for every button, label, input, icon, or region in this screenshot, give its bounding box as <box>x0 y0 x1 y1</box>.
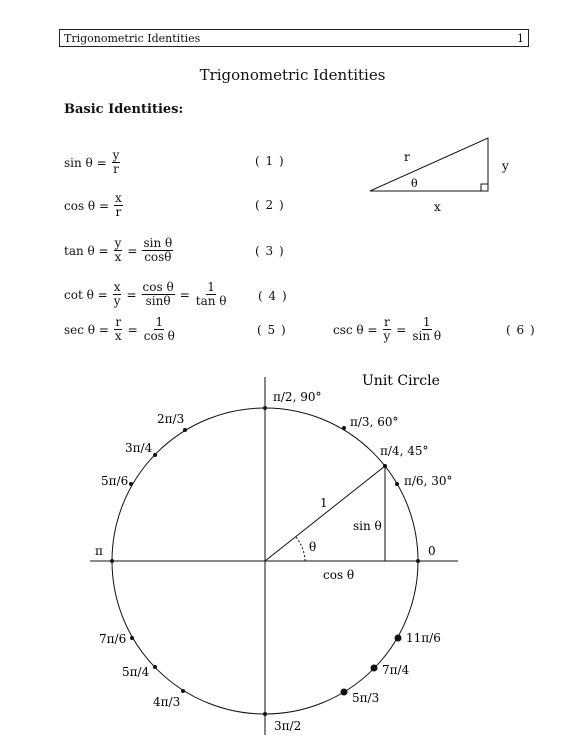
identity-lhs: sin θ = <box>64 155 107 170</box>
equals-sign: = <box>127 243 138 258</box>
section-title: Basic Identities: <box>64 102 184 117</box>
denominator: x <box>114 250 122 264</box>
numerator: x <box>115 191 122 205</box>
point-0 <box>416 559 420 563</box>
angle-label-180: π <box>95 544 103 558</box>
point-315 <box>371 665 378 672</box>
angle-label-270: 3π/2 <box>274 719 302 733</box>
right-triangle <box>370 138 509 214</box>
denominator: tan θ <box>195 294 227 308</box>
denominator: r <box>115 205 122 219</box>
identity-lhs: tan θ = <box>64 243 109 258</box>
point-150 <box>129 482 133 486</box>
numerator: r <box>115 315 122 329</box>
denominator: cosθ <box>144 250 172 264</box>
angle-label-240: 4π/3 <box>153 695 181 709</box>
angle-label-30: π/6, 30° <box>404 474 453 488</box>
angle-label-225: 5π/4 <box>122 665 150 679</box>
unit-circle-figure <box>90 373 458 735</box>
radius-label: 1 <box>320 496 328 510</box>
angle-label-300: 5π/3 <box>352 691 380 705</box>
point-270 <box>263 712 267 716</box>
angle-label-135: 3π/4 <box>125 441 153 455</box>
denominator: r <box>113 162 119 176</box>
angle-label-210: 7π/6 <box>99 632 127 646</box>
angle-label-0: 0 <box>428 544 436 558</box>
angle-label-330: 11π/6 <box>406 631 441 645</box>
numerator: 1 <box>155 315 164 329</box>
radius-line <box>265 466 385 561</box>
denominator: y <box>113 294 121 308</box>
numerator: y <box>112 148 120 162</box>
equals-sign: = <box>179 287 190 302</box>
identity-lhs: cos θ = <box>64 198 110 213</box>
denominator: sinθ <box>145 294 171 308</box>
equation-number: ( 1 ) <box>255 154 285 168</box>
page-number: 1 <box>517 32 524 45</box>
point-60 <box>342 426 346 430</box>
point-300 <box>341 689 348 696</box>
angle-label-150: 5π/6 <box>101 474 129 488</box>
point-120 <box>183 428 187 432</box>
denominator: y <box>383 329 391 343</box>
point-135 <box>153 453 157 457</box>
unit-circle-title: Unit Circle <box>362 373 440 389</box>
denominator: x <box>114 329 122 343</box>
numerator: 1 <box>207 280 215 294</box>
equation-number: ( 4 ) <box>258 289 288 303</box>
adjacent-label: x <box>434 200 441 214</box>
point-30 <box>395 482 399 486</box>
angle-label-315: 7π/4 <box>382 663 410 677</box>
point-210 <box>130 636 134 640</box>
equals-sign: = <box>127 322 138 337</box>
angle-label-120: 2π/3 <box>157 412 185 426</box>
numerator: x <box>113 280 121 294</box>
cosine-label: cos θ <box>323 568 355 582</box>
identity-lhs: csc θ = <box>333 322 378 337</box>
point-330 <box>395 635 402 642</box>
equals-sign: = <box>396 322 407 337</box>
point-90 <box>263 406 267 410</box>
sine-label: sin θ <box>353 519 382 533</box>
point-225 <box>153 665 157 669</box>
angle-label-60: π/3, 60° <box>350 415 399 429</box>
numerator: r <box>384 315 390 329</box>
numerator: 1 <box>422 315 431 329</box>
denominator: sin θ <box>412 329 442 343</box>
hypotenuse-label: r <box>404 150 410 164</box>
equation-number: ( 5 ) <box>257 323 287 337</box>
opposite-label: y <box>502 159 509 173</box>
triangle-outline <box>370 138 488 191</box>
equation-number: ( 3 ) <box>255 244 285 258</box>
page-title: Trigonometric Identities <box>199 66 386 84</box>
numerator: sin θ <box>143 236 173 250</box>
right-angle-mark <box>481 184 488 191</box>
angle-arc <box>296 537 305 561</box>
angle-label-45: π/4, 45° <box>380 444 429 458</box>
running-title: Trigonometric Identities <box>64 32 201 45</box>
point-240 <box>181 689 185 693</box>
equation-number: ( 2 ) <box>255 198 285 212</box>
equation-number: ( 6 ) <box>506 323 536 337</box>
numerator: cos θ <box>142 280 174 294</box>
angle-label: θ <box>309 540 317 554</box>
equals-sign: = <box>126 287 137 302</box>
point-45 <box>383 464 387 468</box>
identity-lhs: sec θ = <box>64 322 109 337</box>
triangle-angle-label: θ <box>411 177 418 190</box>
denominator: cos θ <box>143 329 175 343</box>
identity-lhs: cot θ = <box>64 287 108 302</box>
point-180 <box>110 559 114 563</box>
angle-label-90: π/2, 90° <box>273 390 322 404</box>
numerator: y <box>114 236 122 250</box>
